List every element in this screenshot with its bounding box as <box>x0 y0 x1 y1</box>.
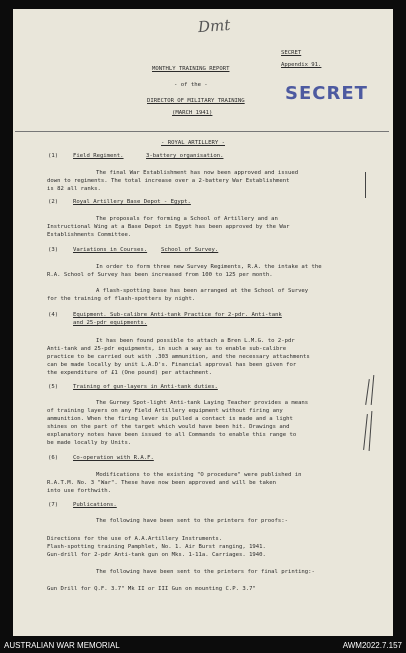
body-line: It has been found possible to attach a Bren L.M.G. to 2-pdr <box>96 338 295 344</box>
archive-footer <box>0 638 406 653</box>
handwritten-note: Dmt <box>197 15 231 37</box>
body-line: Gun-drill for 2-pdr Anti-tank gun on Mks. 1-11a. Carriages. 1940. <box>47 552 266 558</box>
item-number: (6) <box>48 455 59 461</box>
body-line: A flash-spotting base has been arranged at the School of Survey <box>96 288 309 294</box>
footer-item-id: AWM2022.7.157 <box>342 641 402 650</box>
item-heading: and 25-pdr equipments. <box>73 320 148 326</box>
item-number: (5) <box>48 384 59 390</box>
body-line: Instructional Wing at a Base Depot in Egypt has been approved by the War <box>47 224 290 230</box>
body-line: ammunition. When the firing lever is pulled a contact is made and a light <box>47 416 293 422</box>
body-line: shines on the part of the target which would have been hit. Drawings and <box>47 424 290 430</box>
body-line: Establishments Committee. <box>47 232 132 238</box>
footer-archive-name: AUSTRALIAN WAR MEMORIAL <box>4 641 120 650</box>
body-line: explanatory notes have been issued to all Commands to enable this range to <box>47 432 297 438</box>
item-heading: Royal Artillery Base Depot - Egypt. <box>73 199 191 205</box>
margin-tick-mark <box>363 414 368 450</box>
title-line: - of the - <box>174 82 208 88</box>
item-number: (2) <box>48 199 59 205</box>
title-line: DIRECTOR OF MILITARY TRAINING <box>147 98 245 104</box>
margin-tick-mark <box>371 375 375 405</box>
title-line: MONTHLY TRAINING REPORT <box>152 66 230 72</box>
body-line: The Gurney Spot-light Anti-tank Laying Teacher provides a means <box>96 400 309 406</box>
margin-tick-mark <box>365 172 366 198</box>
section-heading: - ROYAL ARTILLERY - <box>161 140 225 146</box>
item-heading-extra: School of Survey. <box>161 247 219 253</box>
body-line: The proposals for forming a School of Artillery and an <box>96 216 278 222</box>
margin-tick-mark <box>369 411 373 451</box>
classification-label: SECRET <box>281 50 302 56</box>
body-line: R.A. School of Survey has been increased from 100 to 125 per month. <box>47 272 273 278</box>
item-number: (3) <box>48 247 59 253</box>
body-line: for the training of flash-spotters by night. <box>47 296 196 302</box>
item-heading: Field Regiment. <box>73 153 124 159</box>
body-line: In order to form three new Survey Regiments, R.A. the intake at the <box>96 264 322 270</box>
item-heading: Publications. <box>73 502 117 508</box>
body-line: Gun Drill for Q.F. 3.7" Mk II or III Gun on mounting C.P. 3.7" <box>47 586 256 592</box>
item-heading: Variations in Courses. <box>73 247 148 253</box>
body-line: The final War Establishment has now been approved and issued <box>96 170 299 176</box>
body-line: the expenditure of £1 (One pound) per attachment. <box>47 370 213 376</box>
body-line: be made locally by Units. <box>47 440 132 446</box>
body-line: into use forthwith. <box>47 488 111 494</box>
appendix-label: Appendix 91. <box>281 62 322 68</box>
item-number: (7) <box>48 502 59 508</box>
item-number: (1) <box>48 153 59 159</box>
body-line: The following have been sent to the printers for proofs:- <box>96 518 288 524</box>
secret-stamp: SECRET <box>285 83 368 104</box>
item-heading: Co-operation with R.A.F. <box>73 455 154 461</box>
body-line: of training layers on any Field Artillery equipment without firing any <box>47 408 283 414</box>
document-page <box>13 9 393 636</box>
body-line: Flash-spotting training Pamphlet, No. 1. Air Burst ranging, 1941. <box>47 544 266 550</box>
body-line: R.A.T.M. No. 3 "War". These have now been approved and will be taken <box>47 480 277 486</box>
title-line: (MARCH 1941) <box>172 110 213 116</box>
item-heading: Equipment. Sub-calibre Anti-tank Practice for 2-pdr. Anti-tank <box>73 312 282 318</box>
item-number: (4) <box>48 312 59 318</box>
item-heading-extra: 3-battery organisation. <box>146 153 224 159</box>
body-line: The following have been sent to the printers for final printing:- <box>96 569 315 575</box>
margin-tick-mark <box>365 379 370 405</box>
body-line: Anti-tank and 25-pdr equipments, in such a way as to enable sub-calibre <box>47 346 287 352</box>
body-line: Directions for the use of A.A.Artillery Instruments. <box>47 536 223 542</box>
item-heading: Training of gun-layers in Anti-tank duties. <box>73 384 218 390</box>
body-line: down to regiments. The total increase over a 2-battery War Establishment <box>47 178 290 184</box>
body-line: practice to be carried out with .303 ammunition, and the necessary attachments <box>47 354 310 360</box>
body-line: is 82 all ranks. <box>47 186 101 192</box>
header-divider <box>15 131 389 132</box>
body-line: Modifications to the existing "O procedure" were published in <box>96 472 302 478</box>
body-line: can be made locally by unit L.A.D's. Financial approval has been given for <box>47 362 297 368</box>
